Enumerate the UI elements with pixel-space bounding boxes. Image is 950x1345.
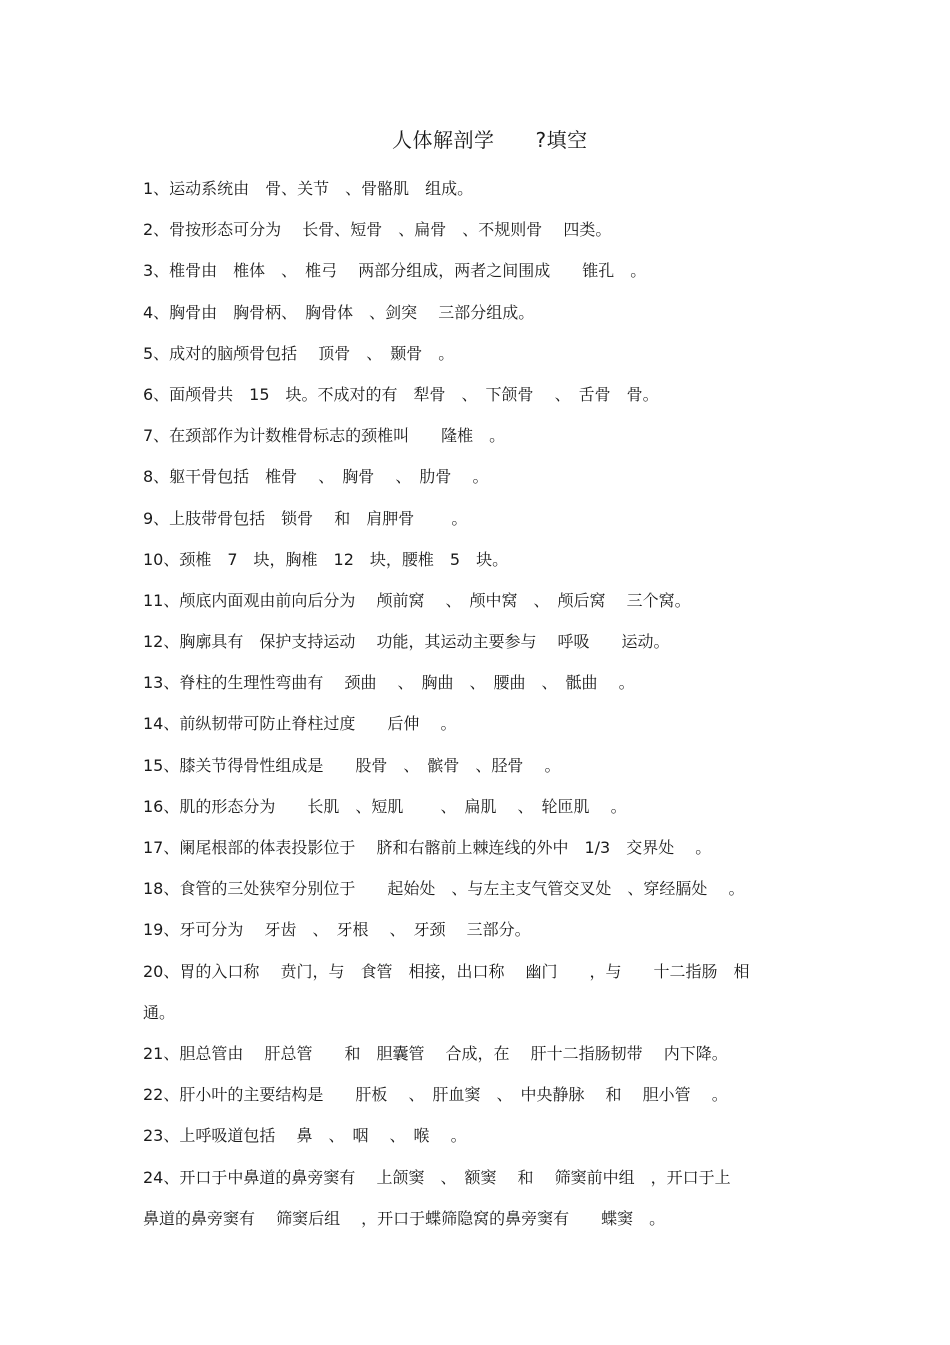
question-line-24-cont: 鼻道的鼻旁窦有 筛窦后组 ，开口于蝶筛隐窝的鼻旁窦有 蝶窦 。 xyxy=(143,1208,666,1228)
question-line-12: 12、胸廓具有 保护支持运动 功能，其运动主要参与 呼吸 运动。 xyxy=(143,632,670,652)
question-line-17: 17、阑尾根部的体表投影位于 脐和右髂前上棘连线的外中 1/3 交界处 。 xyxy=(143,838,712,857)
question-line-9: 9、上肢带骨包括 锁骨 和 肩胛骨 。 xyxy=(143,508,468,528)
question-line-7: 7、在颈部作为计数椎骨标志的颈椎叫 隆椎 。 xyxy=(143,426,506,446)
fill-in-blank-list xyxy=(143,168,813,1239)
question-line-20-cont: 通。 xyxy=(143,1002,176,1022)
page-title: 人体解剖学 ?填空 xyxy=(392,128,588,152)
question-line-6: 6、面颅骨共 15 块。不成对的有 犁骨 、 下颌骨 、 舌骨 骨。 xyxy=(143,384,659,404)
question-line-24: 24、开口于中鼻道的鼻旁窦有 上颌窦 、 额窦 和 筛窦前中组 ，开口于上 xyxy=(143,1167,731,1187)
question-line-21: 21、胆总管由 肝总管 和 胆囊管 合成，在 肝十二指肠韧带 内下降。 xyxy=(143,1043,728,1063)
question-line-13: 13、脊柱的生理性弯曲有 颈曲 、 胸曲 、 腰曲 、 骶曲 。 xyxy=(143,673,635,693)
question-line-22: 22、肝小叶的主要结构是 肝板 、 肝血窦 、 中央静脉 和 胆小管 。 xyxy=(143,1085,728,1105)
question-line-4: 4、胸骨由 胸骨柄、 胸骨体 、剑突 三部分组成。 xyxy=(143,302,535,322)
question-line-8: 8、躯干骨包括 椎骨 、 胸骨 、 肋骨 。 xyxy=(143,467,489,487)
question-line-18: 18、食管的三处狭窄分别位于 起始处 、与左主支气管交叉处 、穿经膈处 。 xyxy=(143,879,745,899)
question-line-5: 5、成对的脑颅骨包括 顶骨 、 颞骨 。 xyxy=(143,343,455,363)
question-line-19: 19、牙可分为 牙齿 、 牙根 、 牙颈 三部分。 xyxy=(143,920,531,940)
question-line-16: 16、肌的形态分为 长肌 、短肌 、 扁肌 、 轮匝肌 。 xyxy=(143,796,627,816)
question-line-10: 10、颈椎 7 块，胸椎 12 块，腰椎 5 块。 xyxy=(143,549,509,569)
question-line-20: 20、胃的入口称 贲门，与 食管 相接，出口称 幽门 ，与 十二指肠 相 xyxy=(143,961,750,981)
question-line-1: 1、运动系统由 骨、关节 、骨骼肌 组成。 xyxy=(143,179,474,198)
question-line-14: 14、前纵韧带可防止脊柱过度 后伸 。 xyxy=(143,714,457,734)
question-line-23: 23、上呼吸道包括 鼻 、 咽 、 喉 。 xyxy=(143,1126,467,1146)
question-line-11: 11、颅底内面观由前向后分为 颅前窝 、 颅中窝 、 颅后窝 三个窝。 xyxy=(143,590,691,610)
question-line-2: 2、骨按形态可分为 长骨、短骨 、扁骨 、不规则骨 四类。 xyxy=(143,220,612,240)
question-line-3: 3、椎骨由 椎体 、 椎弓 两部分组成，两者之间围成 锥孔 。 xyxy=(143,261,647,281)
question-line-15: 15、膝关节得骨性组成是 股骨 、 髌骨 、胫骨 。 xyxy=(143,755,561,775)
